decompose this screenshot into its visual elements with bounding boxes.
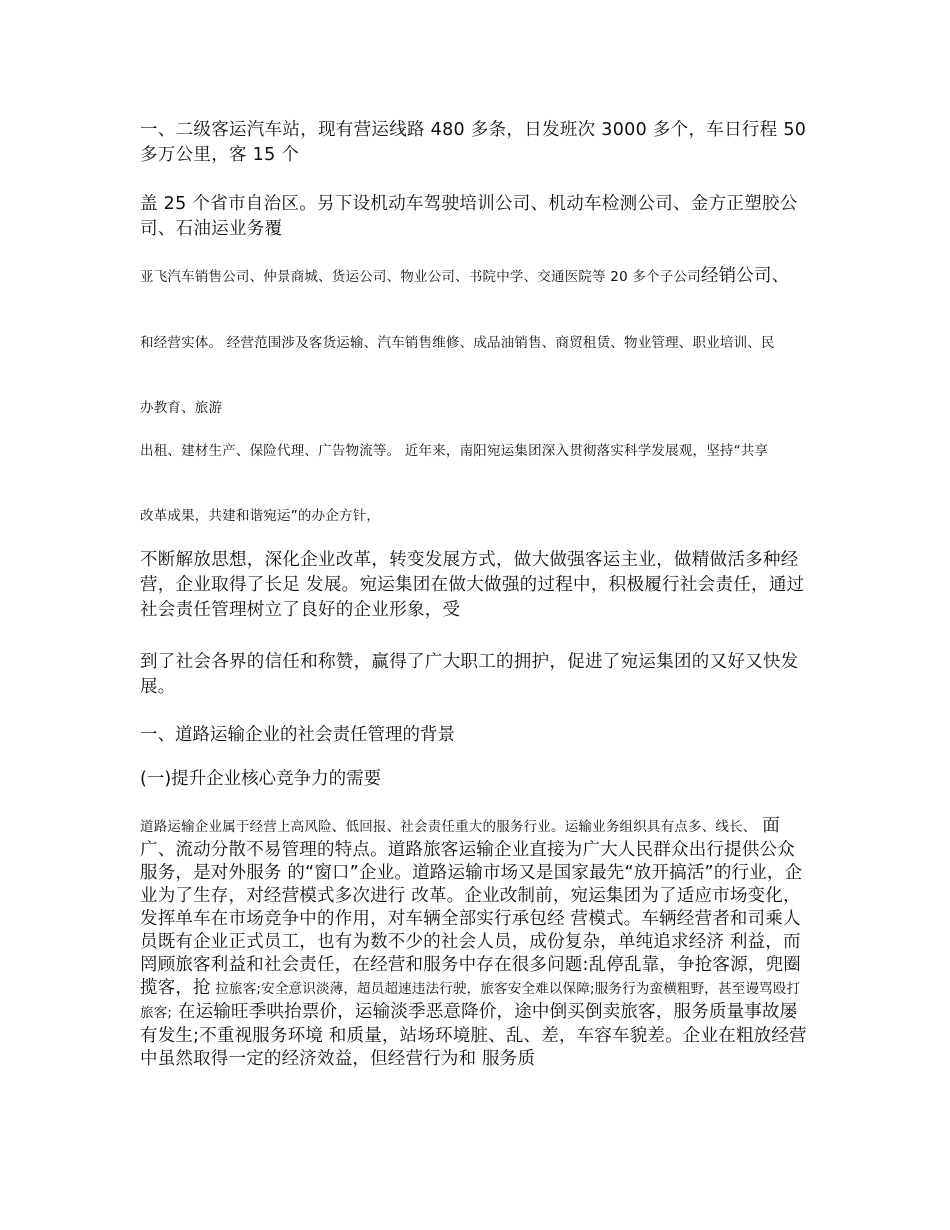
subsidiaries-list-text: 亚飞汽车销售公司、仲景商城、货运公司、物业公司、书院中学、交通医院等 20 多个子公司	[140, 269, 701, 285]
paragraph-business-scope: 和经营实体。 经营范围涉及客货运输、汽车销售维修、成品油销售、商贸租赁、物业管理、职业培训、民	[140, 335, 775, 351]
paragraph-industry-characteristics	[140, 815, 812, 1071]
paragraph-education-tourism: 办教育、旅游	[140, 400, 223, 416]
paragraph-rental-advertising: 出租、建材生产、保险代理、广告物流等。 近年来，南阳宛运集团深入贯彻落实科学发展观，坚持“共享	[140, 443, 769, 459]
subsection-heading-competitiveness: (一)提升企业核心竞争力的需要	[140, 769, 382, 789]
paragraph-emancipate-thinking: 不断解放思想，深化企业改革，转变发展方式，做大做强客运主业，做精做活多种经营，企业取得了长足 发展。宛运集团在做大做强的过程中，积极履行社会责任，通过社会责任管理树立了良好的企业形象，受	[140, 550, 805, 620]
paragraph-reform-policy: 改革成果，共建和谐宛运”的办企方针，	[140, 508, 381, 524]
body-segment-3: 拉旅客;安全意识淡薄，超员超速违法行驶，旅客安全难以保障;服务行为蛮横粗野，甚至谩骂殴打旅客;	[140, 981, 801, 1021]
paragraph-subsidiaries-intro: 盖 25 个省市自治区。另下设机动车驾驶培训公司、机动车检测公司、金方正塑胶公司、石油运业务覆	[140, 194, 798, 239]
paragraph-station-overview: 一、二级客运汽车站，现有营运线路 480 多条，日发班次 3000 多个，车日行程 50 多万公里，客 15 个	[140, 120, 807, 165]
body-segment-2: 面广、流动分散不易管理的特点。道路旅客运输企业直接为广大人民群众出行提供公众服务，是对外服务 的“窗口”企业。道路运输市场又是国家最先“放开搞活”的行业，企业为了生存，对经营模式多次进行 改革。企业改制前，宛运集团为了适应市场变化，发挥单车在市场竞争中的作用，对车辆全部实行承包经 营模式。车辆经营者和司乘人员既有企业正式员工，也有为数不少的社会人员，成份复杂，单纯追求经济 利益，而罔顾旅客利益和社会责任，在经营和服务中存在很多问题:乱停乱靠，争抢客源，兜圈揽客，抢	[140, 816, 803, 998]
paragraph-subsidiaries-list	[140, 266, 812, 288]
section-heading-background: 一、道路运输企业的社会责任管理的背景	[140, 725, 455, 745]
body-segment-4: 在运输旺季哄抬票价，运输淡季恶意降价，途中倒买倒卖旅客，服务质量事故屡有发生;不重视服务环境 和质量，站场环境脏、乱、差，车容车貌差。企业在粗放经营中虽然取得一定的经济效益，但经营行为和 服务质	[140, 1002, 807, 1069]
body-segment-1: 道路运输企业属于经营上高风险、低回报、社会责任重大的服务行业。运输业务组织具有点多、线长、	[140, 819, 757, 835]
subsidiaries-list-tail: 经销公司、	[700, 266, 790, 286]
paragraph-public-trust: 到了社会各界的信任和称赞，赢得了广大职工的拥护，促进了宛运集团的又好又快发展。	[140, 652, 799, 697]
